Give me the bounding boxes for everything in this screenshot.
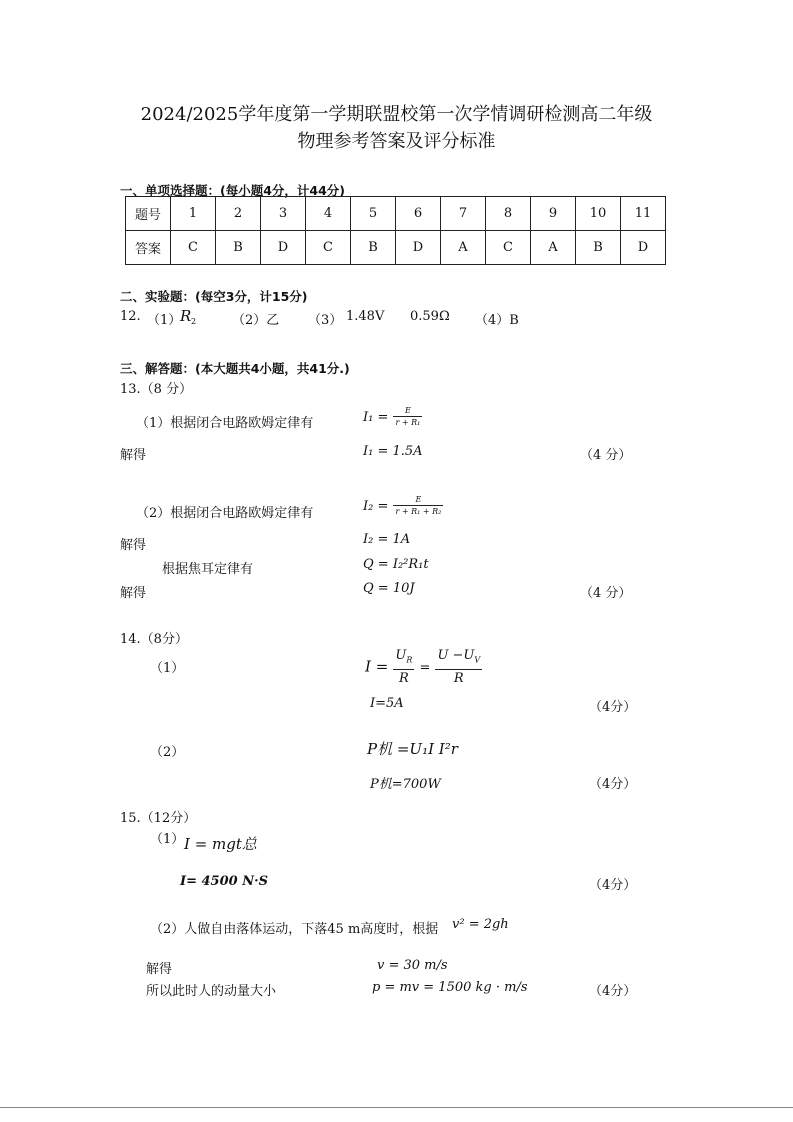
q13-p1-text: （1）根据闭合电路欧姆定律有 — [136, 416, 314, 431]
table-cell: 4 — [306, 197, 351, 231]
q14-eq1-lhs: I = — [365, 657, 389, 676]
footer-divider — [0, 1107, 793, 1108]
table-cell: A — [531, 231, 576, 265]
table-cell: A — [441, 231, 486, 265]
table-row-numbers — [126, 197, 666, 231]
q13-res1: I₁ = 1.5A — [363, 444, 423, 459]
q13-eq2-den: r + R₁ + R₂ — [395, 507, 442, 516]
q15-p1: （1） — [150, 832, 185, 847]
q13-eq2 — [363, 494, 443, 517]
q15-score1: （4分） — [589, 878, 637, 893]
q13-score2: （4 分） — [580, 586, 632, 601]
q12-part1-sub: 2 — [191, 317, 197, 326]
q14-eq1-f1-num-sub: R — [406, 655, 413, 665]
q15-momentum-text: 所以此时人的动量大小 — [146, 984, 277, 999]
q14-p1: （1） — [150, 661, 185, 676]
q13-eq2-lhs: I₂ = — [363, 499, 389, 514]
table-cell: C — [306, 231, 351, 265]
q15-res2: v = 30 m/s — [377, 958, 448, 973]
q15-jiede: 解得 — [146, 962, 173, 977]
table-cell: 2 — [216, 197, 261, 231]
table-cell: C — [486, 231, 531, 265]
q14-eq1-f2-num: U −U — [437, 648, 475, 663]
q14-score2: （4分） — [589, 777, 637, 792]
table-header-answer: 答案 — [126, 231, 171, 265]
table-cell: C — [171, 231, 216, 265]
table-cell: 5 — [351, 197, 396, 231]
q15-res3: p = mv = 1500 kg · m/s — [372, 980, 528, 995]
q12-part2: （2）乙 — [232, 313, 280, 328]
q12-part1-var: R — [180, 307, 192, 325]
q13-jiede2: 解得 — [120, 538, 147, 553]
section2-heading: 二、实验题：(每空3分，计15分) — [120, 289, 308, 304]
q12-part3-value2: 0.59Ω — [410, 309, 450, 324]
q13-res2: I₂ = 1A — [363, 532, 411, 547]
page-subtitle: 物理参考答案及评分标准 — [297, 131, 496, 152]
table-cell: B — [576, 231, 621, 265]
q13-score1: （4 分） — [580, 448, 632, 463]
q13-eq1-den: r + R₁ — [395, 418, 421, 427]
q14-eq1-eq: = — [419, 660, 431, 676]
q13-jiede1: 解得 — [120, 448, 147, 463]
table-cell: 11 — [621, 197, 666, 231]
section1-heading: 一、单项选择题：(每小题4分，计44分) — [120, 183, 346, 198]
q13-eq1-num: E — [393, 405, 422, 417]
q15-score2: （4分） — [589, 984, 637, 999]
table-header-number: 题号 — [126, 197, 171, 231]
q15-p2-text: （2）人做自由落体运动，下落45 m高度时，根据 — [150, 922, 439, 937]
table-cell: 1 — [171, 197, 216, 231]
q13-eq2-num: E — [393, 494, 443, 506]
table-row-answers — [126, 231, 666, 265]
q13-head: 13.（8 分） — [120, 382, 193, 397]
table-cell: 7 — [441, 197, 486, 231]
q14-score1: （4分） — [589, 700, 637, 715]
q14-eq1-f1-den: R — [398, 670, 409, 686]
page-title: 2024/2025学年度第一学期联盟校第一次学情调研检测高二年级 — [140, 104, 653, 125]
q12-part3-value1: 1.48V — [346, 309, 385, 324]
table-cell: 10 — [576, 197, 621, 231]
q14-eq1-f2-den: R — [453, 670, 464, 686]
table-cell: D — [261, 231, 306, 265]
table-cell: 6 — [396, 197, 441, 231]
q14-eq2: P机 =U₁I I²r — [367, 740, 458, 758]
table-cell: 3 — [261, 197, 306, 231]
q13-joule-text: 根据焦耳定律有 — [162, 562, 254, 577]
q14-res2: P机=700W — [370, 777, 441, 792]
q13-res3: Q = 10J — [363, 581, 415, 596]
q14-head: 14.（8分） — [120, 632, 188, 647]
section3-heading: 三、解答题：(本大题共4小题，共41分.) — [120, 361, 350, 376]
q13-eq1 — [363, 405, 422, 428]
table-cell: B — [351, 231, 396, 265]
q13-eq1-lhs: I₁ = — [363, 410, 389, 425]
q12-part3-label: （3） — [308, 313, 343, 328]
q15-p2-eq: v² = 2gh — [452, 917, 509, 932]
q13-joule-eq: Q = I₂²R₁t — [363, 557, 429, 572]
q14-res1: I=5A — [370, 696, 404, 711]
q13-jiede3: 解得 — [120, 586, 147, 601]
table-cell: 8 — [486, 197, 531, 231]
table-cell: 9 — [531, 197, 576, 231]
q14-p2: （2） — [150, 745, 185, 760]
table-cell: D — [621, 231, 666, 265]
q13-p2-text: （2）根据闭合电路欧姆定律有 — [136, 506, 314, 521]
q14-eq1-f1-num: U — [395, 648, 407, 663]
table-cell: B — [216, 231, 261, 265]
q15-eq1: I = mgt总 — [184, 835, 257, 853]
table-cell: D — [396, 231, 441, 265]
q12-part4: （4）B — [475, 313, 519, 328]
q12-part1-label: （1） — [147, 313, 182, 328]
q14-eq1 — [365, 647, 482, 687]
q12-number: 12. — [120, 309, 141, 324]
answer-table — [125, 196, 666, 265]
q15-head: 15.（12分） — [120, 811, 197, 826]
q14-eq1-f2-num-sub: V — [474, 655, 481, 665]
q15-res1: I= 4500 N·S — [180, 874, 269, 889]
